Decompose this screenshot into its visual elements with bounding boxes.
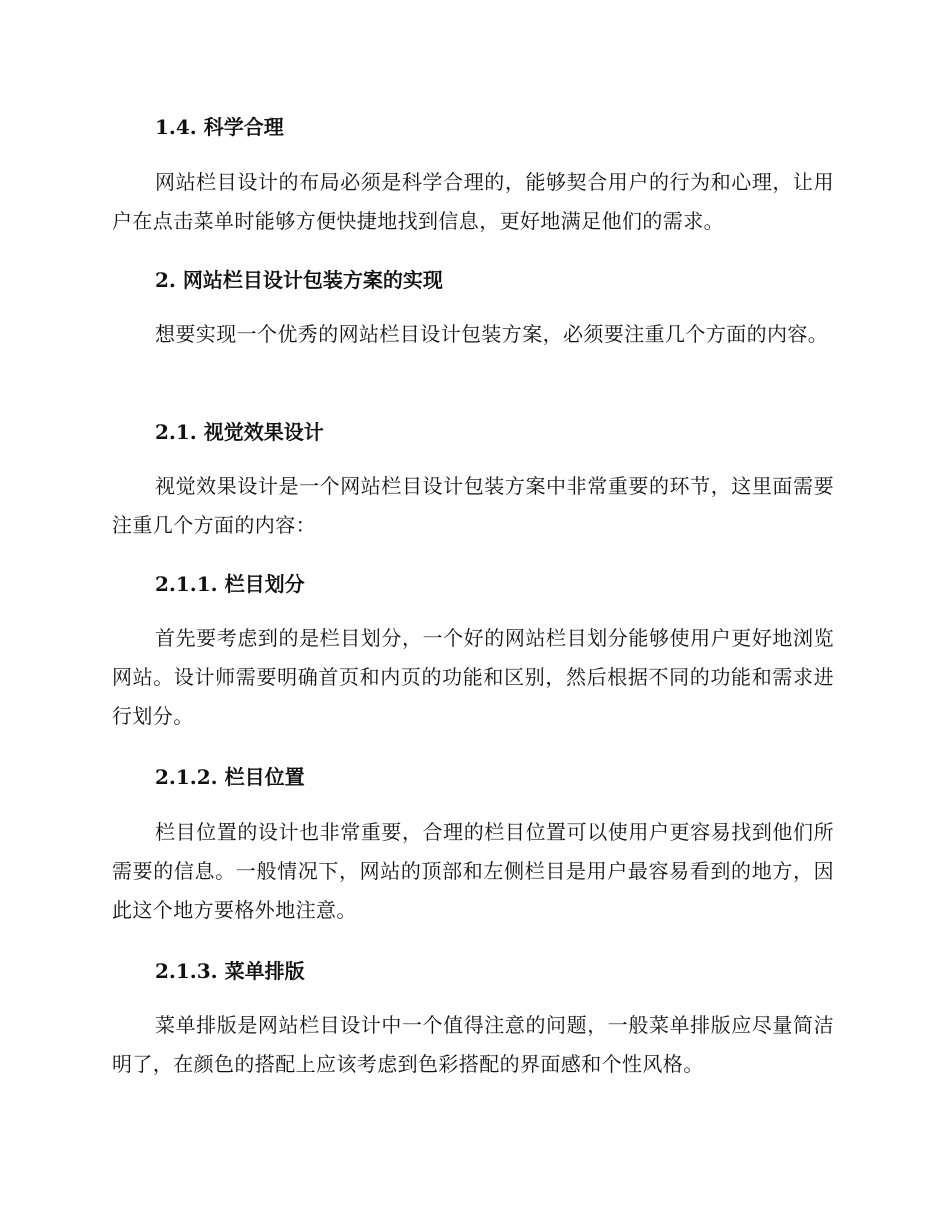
paragraph: 栏目位置的设计也非常重要，合理的栏目位置可以使用户更容易找到他们所需要的信息。一般情况下，网站的顶部和左侧栏目是用户最容易看到的地方，因此这个地方要格外地注意。: [112, 820, 834, 922]
section-body-2-1-2: [112, 813, 834, 930]
section-body-1-4: [112, 163, 834, 241]
section-heading-2-1-3: 2.1.3. 菜单排版: [155, 959, 305, 983]
paragraph: 视觉效果设计是一个网站栏目设计包装方案中非常重要的环节，这里面需要注重几个方面的内容：: [112, 474, 834, 537]
paragraph: 菜单排版是网站栏目设计中一个值得注意的问题，一般菜单排版应尽量简洁明了，在颜色的搭配上应该考虑到色彩搭配的界面感和个性风格。: [112, 1013, 834, 1076]
section-heading-2: 2. 网站栏目设计包装方案的实现: [155, 268, 443, 292]
paragraph: 首先要考虑到的是栏目划分，一个好的网站栏目划分能够使用户更好地浏览网站。设计师需要明确首页和内页的功能和区别，然后根据不同的功能和需求进行划分。: [112, 626, 834, 728]
section-heading-2-1-1: 2.1.1. 栏目划分: [155, 572, 305, 596]
section-body-2-1-1: [112, 619, 834, 736]
section-heading-1-4: 1.4. 科学合理: [155, 115, 284, 139]
paragraph: 网站栏目设计的布局必须是科学合理的，能够契合用户的行为和心理，让用户在点击菜单时能够方便快捷地找到信息，更好地满足他们的需求。: [112, 170, 834, 233]
section-body-2-1: [112, 467, 834, 545]
section-body-2-1-3: [112, 1006, 834, 1084]
section-body-2: [112, 315, 834, 354]
paragraph: 想要实现一个优秀的网站栏目设计包装方案，必须要注重几个方面的内容。: [155, 322, 829, 346]
section-heading-2-1-2: 2.1.2. 栏目位置: [155, 765, 305, 789]
section-heading-2-1: 2.1. 视觉效果设计: [155, 420, 324, 444]
